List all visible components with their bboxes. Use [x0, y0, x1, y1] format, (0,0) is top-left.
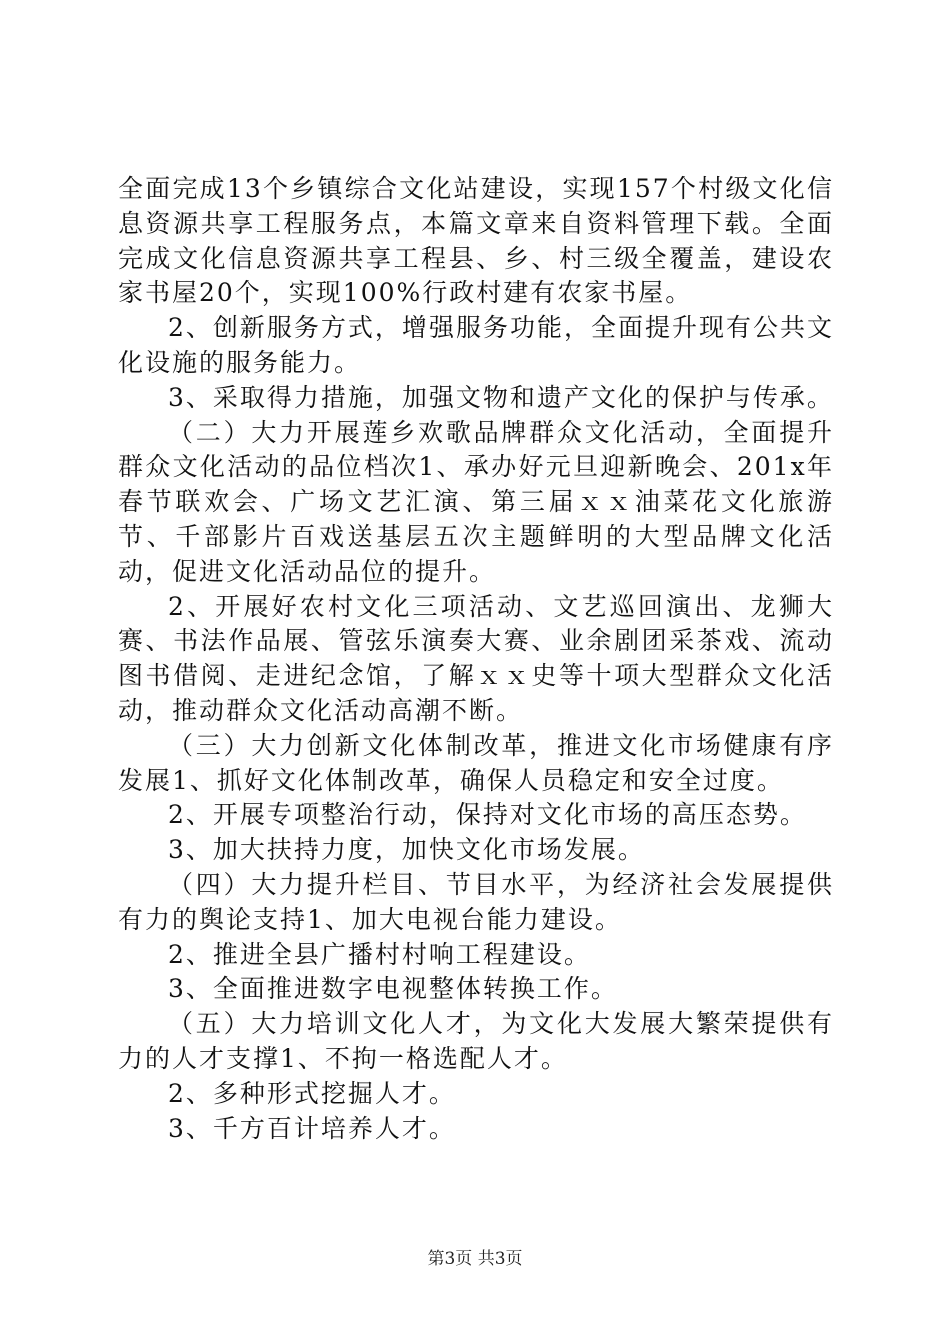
- paragraph: 3、采取得力措施，加强文物和遗产文化的保护与传承。: [168, 382, 834, 412]
- paragraph: 2、多种形式挖掘人才。: [168, 1078, 456, 1108]
- paragraph: 2、创新服务方式，增强服务功能，全面提升现有公共文化设施的服务能力。: [118, 313, 834, 377]
- paragraph: 2、开展好农村文化三项活动、文艺巡回演出、龙狮大赛、书法作品展、管弦乐演奏大赛、业余剧团采茶戏、流动图书借阅、走进纪念馆，了解ｘｘ史等十项大型群众文化活动，推动群众文化活动高潮不断。: [118, 591, 834, 725]
- body-text: [118, 172, 834, 1146]
- paragraph: 全面完成13个乡镇综合文化站建设，实现157个村级文化信息资源共享工程服务点，本篇文章来自资料管理下载。全面完成文化信息资源共享工程县、乡、村三级全覆盖，建设农家书屋20个，实现100%行政村建有农家书屋。: [118, 174, 834, 308]
- paragraph: 3、千方百计培养人才。: [168, 1113, 456, 1143]
- paragraph: 2、开展专项整治行动，保持对文化市场的高压态势。: [168, 800, 807, 830]
- paragraph: （二）大力开展莲乡欢歌品牌群众文化活动，全面提升群众文化活动的品位档次1、承办好元旦迎新晚会、201x年春节联欢会、广场文艺汇演、第三届ｘｘ油菜花文化旅游节、千部影片百戏送基层五次主题鲜明的大型品牌文化活动，促进文化活动品位的提升。: [118, 417, 834, 586]
- paragraph: （三）大力创新文化体制改革，推进文化市场健康有序发展1、抓好文化体制改革，确保人员稳定和安全过度。: [118, 730, 834, 795]
- page-footer: 第3页 共3页: [427, 1249, 523, 1269]
- paragraph: 3、全面推进数字电视整体转换工作。: [168, 974, 618, 1004]
- paragraph: （五）大力培训文化人才，为文化大发展大繁荣提供有力的人才支撑1、不拘一格选配人才。: [118, 1009, 834, 1073]
- paragraph: （四）大力提升栏目、节目水平，为经济社会发展提供有力的舆论支持1、加大电视台能力建设。: [118, 869, 834, 934]
- paragraph: 3、加大扶持力度，加快文化市场发展。: [168, 835, 645, 865]
- paragraph: 2、推进全县广播村村响工程建设。: [168, 939, 591, 969]
